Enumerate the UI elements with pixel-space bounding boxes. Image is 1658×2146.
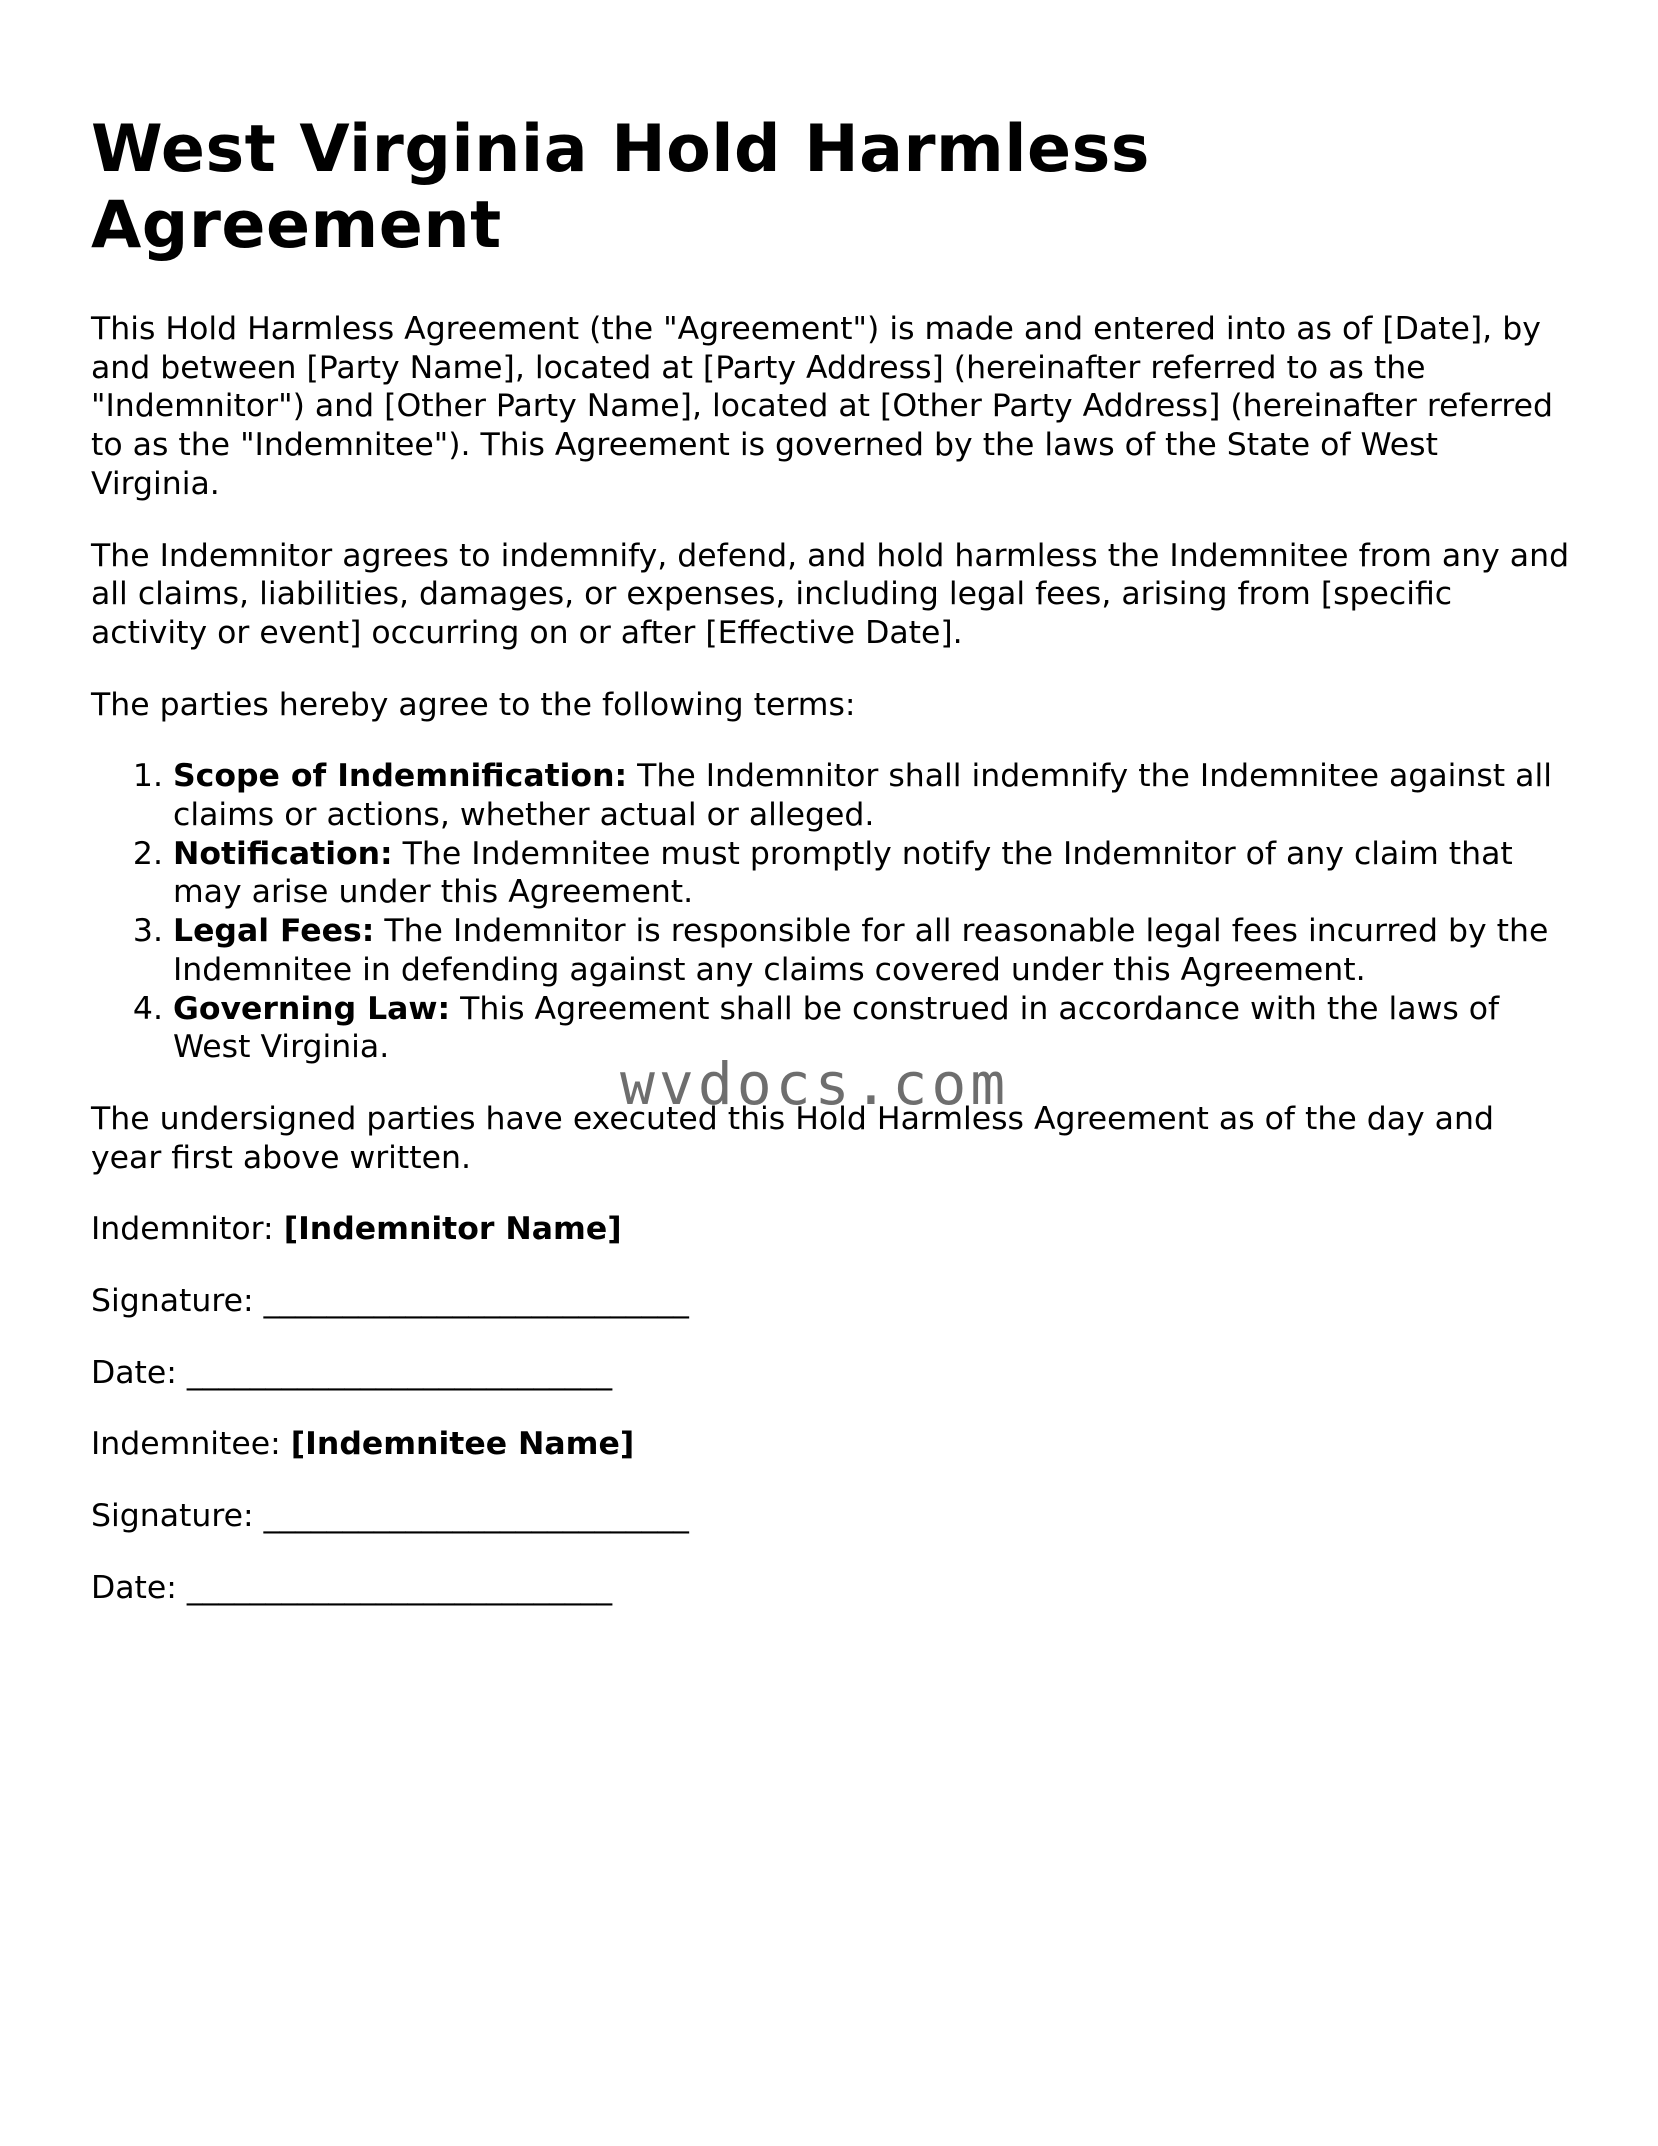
indemnitee-name-row	[91, 1425, 1571, 1464]
term-heading: Scope of Indemnification:	[173, 758, 628, 795]
term-text: The Indemnitee must promptly notify the Indemnitor of any claim that may arise under this Agreement.	[173, 835, 1513, 911]
indemnitee-label: Indemnitee:	[91, 1426, 291, 1463]
term-heading: Governing Law:	[173, 990, 451, 1027]
term-item	[173, 912, 1571, 989]
indemnity-paragraph: The Indemnitor agrees to indemnify, defend, and hold harmless the Indemnitee from any and all claims, liabilities, damages, or expenses, including legal fees, arising from [specific activity or event] occurring on or after [Effective Date].	[91, 537, 1570, 651]
indemnitor-name: [Indemnitor Name]	[283, 1211, 622, 1248]
intro-paragraph: This Hold Harmless Agreement (the "Agreement") is made and entered into as of [Date], by and between [Party Name], located at [Party Address] (hereinafter referred to as the "Indemnitor") and [Other Party Name], located at [Other Party Address] (hereinafter referred to as the "Indemnitee"). This Agreement is governed by the laws of the State of West Virginia.	[91, 311, 1554, 502]
term-item	[173, 757, 1571, 834]
indemnitor-label: Indemnitor:	[91, 1211, 284, 1248]
term-heading: Legal Fees:	[173, 913, 375, 950]
term-text: The Indemnitor shall indemnify the Indemnitee against all claims or actions, whether actual or alleged.	[173, 758, 1552, 834]
indemnitor-name-row	[91, 1210, 1571, 1249]
term-item	[173, 835, 1571, 912]
indemnitor-signature-row	[91, 1282, 1571, 1321]
term-text: The Indemnitor is responsible for all reasonable legal fees incurred by the Indemnitee in defending against any claims covered under this Agreement.	[173, 913, 1549, 988]
document-page	[91, 112, 1571, 1608]
indemnitor-date-line: ___________________________	[186, 1354, 613, 1391]
terms-list	[91, 757, 1571, 1067]
date-label: Date:	[91, 1569, 187, 1606]
watermark: wvdocs.com	[620, 1050, 1010, 1118]
closing-paragraph: The undersigned parties have executed this Hold Harmless Agreement as of the day and year first above written.	[91, 1100, 1494, 1176]
terms-lead: The parties hereby agree to the following terms:	[91, 686, 856, 723]
indemnitee-date-row	[91, 1569, 1571, 1608]
indemnitee-name: [Indemnitee Name]	[290, 1426, 635, 1463]
indemnitor-signature-line: ___________________________	[263, 1283, 689, 1320]
term-text: This Agreement shall be construed in accordance with the laws of West Virginia.	[173, 990, 1500, 1066]
indemnitee-date-line: ___________________________	[186, 1569, 613, 1606]
indemnitee-signature-row	[91, 1497, 1571, 1536]
indemnitor-date-row	[91, 1354, 1571, 1393]
signature-label: Signature:	[91, 1498, 264, 1535]
indemnitee-signature-line: ___________________________	[263, 1498, 689, 1535]
term-heading: Notification:	[173, 835, 393, 872]
date-label: Date:	[91, 1354, 187, 1391]
signature-label: Signature:	[91, 1283, 264, 1320]
document-title: West Virginia Hold Harmless Agreement	[91, 112, 1150, 263]
